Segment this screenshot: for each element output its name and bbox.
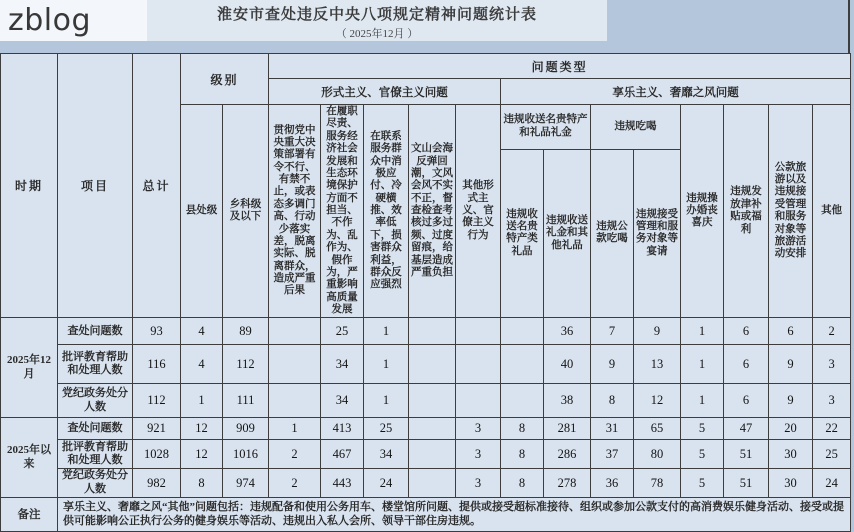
value-cell: 8 [501, 418, 544, 440]
report-title-block [147, 0, 607, 41]
value-cell: 1 [681, 345, 724, 384]
value-cell: 4 [181, 318, 223, 345]
value-cell [409, 440, 456, 469]
value-cell: 30 [769, 469, 813, 498]
value-cell: 6 [724, 345, 769, 384]
value-cell: 12 [634, 384, 681, 418]
header-gift-col-2: 违规收送礼金和其他礼品 [544, 149, 591, 318]
value-cell [409, 384, 456, 418]
value-cell: 982 [133, 469, 181, 498]
value-cell: 13 [634, 345, 681, 384]
table-row [1, 469, 851, 498]
value-cell: 974 [223, 469, 269, 498]
value-cell: 9 [634, 318, 681, 345]
value-cell: 31 [591, 418, 634, 440]
value-cell: 9 [769, 345, 813, 384]
value-cell: 116 [133, 345, 181, 384]
value-cell: 80 [634, 440, 681, 469]
header-level-township: 乡科级及以下 [223, 105, 269, 318]
value-cell: 3 [456, 469, 501, 498]
item-cell: 批评教育帮助和处理人数 [58, 440, 133, 469]
value-cell: 89 [223, 318, 269, 345]
value-cell: 6 [724, 318, 769, 345]
value-cell: 93 [133, 318, 181, 345]
item-cell: 查处问题数 [58, 418, 133, 440]
value-cell: 24 [813, 469, 851, 498]
value-cell: 65 [634, 418, 681, 440]
value-cell: 4 [181, 345, 223, 384]
header-dining-group: 违规吃喝 [591, 105, 681, 150]
value-cell: 20 [769, 418, 813, 440]
value-cell: 8 [501, 440, 544, 469]
period-cell: 2025年12月 [1, 318, 58, 418]
site-header [0, 0, 147, 41]
value-cell: 38 [544, 384, 591, 418]
header-formalism-col-3: 在联系服务群众中消极应付、冷硬横推、效率低下，损害群众利益，群众反应强烈 [364, 105, 409, 318]
value-cell [269, 318, 321, 345]
header-formalism-col-1: 贯彻党中央重大决策部署有令不行、有禁不止，或表态多调门高、行动少落实差，脱离实际、脱离群众，造成严重后果 [269, 105, 321, 318]
value-cell: 2 [269, 440, 321, 469]
header-gift-col-1: 违规收送名贵特产类礼品 [501, 149, 544, 318]
value-cell: 1 [364, 345, 409, 384]
value-cell [501, 318, 544, 345]
note-text: 享乐主义、奢靡之风“其他”问题包括：违规配备和使用公务用车、楼堂馆所问题、提供或接受超标准接待、组织或参加公款支付的高消费娱乐健身活动、接受或提供可能影响公正执行公务的健身娱乐等活动、违规出入私人会所、领导干部住房违规。 [58, 497, 851, 531]
value-cell: 6 [769, 318, 813, 345]
table-row [1, 384, 851, 418]
value-cell: 1 [269, 418, 321, 440]
value-cell: 3 [813, 345, 851, 384]
value-cell: 9 [769, 384, 813, 418]
header-allowance: 违规发放津补贴或福利 [724, 105, 769, 318]
header-problem-type: 问题类型 [269, 54, 851, 79]
value-cell: 36 [591, 469, 634, 498]
period-cell: 2025年以来 [1, 418, 58, 498]
value-cell: 467 [321, 440, 364, 469]
header-hedonism-group: 享乐主义、奢靡之风问题 [501, 79, 851, 105]
value-cell: 40 [544, 345, 591, 384]
value-cell [269, 384, 321, 418]
value-cell [456, 318, 501, 345]
value-cell: 25 [364, 418, 409, 440]
item-cell: 党纪政务处分人数 [58, 469, 133, 498]
item-cell: 批评教育帮助和处理人数 [58, 345, 133, 384]
header-level-county: 县处级 [181, 105, 223, 318]
value-cell [409, 418, 456, 440]
header-dining-col-1: 违规公款吃喝 [591, 149, 634, 318]
value-cell: 281 [544, 418, 591, 440]
item-cell: 党纪政务处分人数 [58, 384, 133, 418]
value-cell: 51 [724, 440, 769, 469]
table-row [1, 318, 851, 345]
value-cell [269, 345, 321, 384]
value-cell: 1016 [223, 440, 269, 469]
value-cell: 111 [223, 384, 269, 418]
value-cell: 5 [681, 440, 724, 469]
value-cell: 1028 [133, 440, 181, 469]
value-cell: 413 [321, 418, 364, 440]
value-cell: 1 [181, 384, 223, 418]
value-cell: 1 [681, 318, 724, 345]
header-formalism-col-5: 其他形式主义、官僚主义行为 [456, 105, 501, 318]
right-edge-line [848, 0, 850, 54]
value-cell [456, 345, 501, 384]
value-cell: 909 [223, 418, 269, 440]
site-logo[interactable]: zblog [8, 3, 92, 38]
value-cell: 24 [364, 469, 409, 498]
value-cell: 443 [321, 469, 364, 498]
table-row [1, 418, 851, 440]
value-cell: 2 [269, 469, 321, 498]
value-cell: 34 [321, 345, 364, 384]
value-cell: 1 [364, 384, 409, 418]
value-cell: 1 [364, 318, 409, 345]
value-cell: 3 [813, 384, 851, 418]
header-total: 总计 [133, 54, 181, 318]
report-title: 淮安市查处违反中央八项规定精神问题统计表 [216, 7, 537, 23]
header-formalism-col-4: 文山会海反弹回潮，文风会风不实不正，督查检查考核过多过频、过度留痕，给基层造成严重负担 [409, 105, 456, 318]
header-level-group: 级别 [181, 54, 269, 105]
value-cell: 8 [181, 469, 223, 498]
table-row [1, 345, 851, 384]
value-cell: 1 [681, 384, 724, 418]
header-other: 其他 [813, 105, 851, 318]
note-row [1, 497, 851, 531]
item-cell: 查处问题数 [58, 318, 133, 345]
header-item: 项目 [58, 54, 133, 318]
value-cell: 51 [724, 469, 769, 498]
value-cell: 112 [133, 384, 181, 418]
header-period: 时期 [1, 54, 58, 318]
value-cell [409, 469, 456, 498]
value-cell: 12 [181, 440, 223, 469]
value-cell: 9 [591, 345, 634, 384]
value-cell: 6 [724, 384, 769, 418]
value-cell: 8 [591, 384, 634, 418]
note-label: 备注 [1, 497, 58, 531]
value-cell: 78 [634, 469, 681, 498]
value-cell: 3 [456, 418, 501, 440]
value-cell: 921 [133, 418, 181, 440]
value-cell [456, 384, 501, 418]
value-cell: 8 [501, 469, 544, 498]
value-cell: 286 [544, 440, 591, 469]
value-cell: 12 [181, 418, 223, 440]
value-cell: 7 [591, 318, 634, 345]
value-cell: 25 [321, 318, 364, 345]
value-cell: 3 [456, 440, 501, 469]
value-cell: 112 [223, 345, 269, 384]
value-cell: 2 [813, 318, 851, 345]
value-cell: 22 [813, 418, 851, 440]
value-cell: 34 [321, 384, 364, 418]
value-cell: 5 [681, 418, 724, 440]
value-cell: 36 [544, 318, 591, 345]
value-cell: 30 [769, 440, 813, 469]
statistics-table [0, 53, 851, 532]
value-cell: 37 [591, 440, 634, 469]
value-cell: 5 [681, 469, 724, 498]
value-cell [501, 384, 544, 418]
value-cell: 34 [364, 440, 409, 469]
value-cell: 278 [544, 469, 591, 498]
report-subtitle: （ 2025年12月 ） [335, 28, 419, 40]
header-gift-group: 违规收送名贵特产和礼品礼金 [501, 105, 591, 150]
value-cell [409, 318, 456, 345]
value-cell: 47 [724, 418, 769, 440]
value-cell: 25 [813, 440, 851, 469]
header-formalism-col-2: 在履职尽责、服务经济社会发展和生态环境保护方面不担当、不作为、乱作为、假作为，严重影响高质量发展 [321, 105, 364, 318]
value-cell [409, 345, 456, 384]
value-cell [501, 345, 544, 384]
header-formalism-group: 形式主义、官僚主义问题 [269, 79, 501, 105]
table-row [1, 440, 851, 469]
header-dining-col-2: 违规接受管理和服务对象等宴请 [634, 149, 681, 318]
header-wedding-funeral: 违规操办婚丧喜庆 [681, 105, 724, 318]
header-public-travel: 公款旅游以及违规接受管理和服务对象等旅游活动安排 [769, 105, 813, 318]
